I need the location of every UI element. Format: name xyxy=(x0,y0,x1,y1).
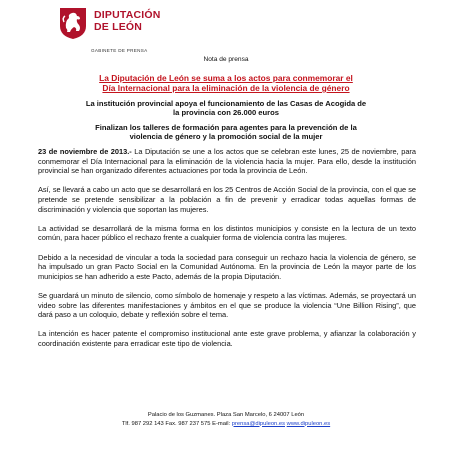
footer-phone: Tlf. 987 292 143 Fax. 987 237 575 E-mail: xyxy=(121,420,231,427)
footer xyxy=(0,411,452,428)
subheadline-2-line2: violencia de género y la promoción social de la mujer xyxy=(129,132,323,141)
org-name-line2: DE LEÓN xyxy=(94,21,143,33)
paragraph-2: Así, se llevará a cabo un acto que se desarrollará en los 25 Centros de Acción Social de la provincia, con el que se pretende se pretende sensibilizar a la población a fin de prevenir y erradicar todas aquellas formas de discriminación y violencia que soportan las mujeres. xyxy=(38,185,416,214)
paragraph-4: Debido a la necesidad de vincular a toda la sociedad para conseguir un rechazo hacia la violencia de género, se ha impulsado un gran Pacto Social en la Comunidad Autónoma. En la provincia de León la mayor parte de los municipios se han adherido a este Pacto, además de la propia Diputación. xyxy=(38,252,416,281)
subheadline-2 xyxy=(52,123,400,141)
footer-contact xyxy=(0,420,452,429)
org-name-line1: DIPUTACIÓN xyxy=(94,9,161,21)
diputacion-logo xyxy=(58,4,198,56)
email-link[interactable]: prensa@dipuleon.es xyxy=(231,420,286,427)
dateline: 23 de noviembre de 2013.- xyxy=(38,147,132,156)
subheadline-1-line1: La institución provincial apoya el funcionamiento de las Casas de Acogida de xyxy=(85,99,367,108)
paragraph-1-text: La Diputación se une a los actos que se celebran este lunes, 25 de noviembre, para conmemorar el Día Internacional para la eliminación de la violencia hacia la mujer. Para ello, desde la institución provincial se han organizado diferentes actuaciones por toda la provincia de León. xyxy=(38,147,417,176)
headline-line2: Día Internacional para la eliminación de la violencia de género xyxy=(102,83,350,93)
subheadline-2-line1: Finalizan los talleres de formación para agentes para la prevención de la xyxy=(95,123,357,132)
article-body xyxy=(38,147,416,358)
footer-address: Palacio de los Guzmanes. Plaza San Marcelo, 6 24007 León xyxy=(147,412,305,418)
headline xyxy=(45,73,407,93)
press-office-label: GABINETE DE PRENSA xyxy=(91,48,148,53)
paragraph-6: La intención es hacer patente el compromiso institucional ante este grave problema, y afianzar la colaboración y coordinación existente para erradicar este tipo de violencia. xyxy=(38,329,416,348)
headline-line1: La Diputación de León se suma a los actos para conmemorar el xyxy=(99,73,353,83)
paragraph-5: Se guardará un minuto de silencio, como símbolo de homenaje y respeto a las víctimas. Además, se proyectará un video sobre las diferentes manifestaciones y ámbitos en el que se produce la violencia “Une Billion Rising”, que dará paso a un coloquio, debate y reflexión sobre el tema. xyxy=(38,290,416,320)
subheadline-1-line2: la provincia con 26.000 euros xyxy=(173,108,279,117)
document-type: Nota de prensa xyxy=(203,56,249,63)
subheadline-1 xyxy=(52,99,400,117)
paragraph-1 xyxy=(38,147,416,176)
paragraph-3: La actividad se desarrollará de la misma forma en los distintos municipios y consiste en la lectura de un texto común, para hacer público el rechazo frente a cualquier forma de violencia contra las mujeres. xyxy=(38,223,416,243)
website-link[interactable]: www.dipuleon.es xyxy=(286,420,331,427)
lion-crest-icon xyxy=(58,6,88,40)
